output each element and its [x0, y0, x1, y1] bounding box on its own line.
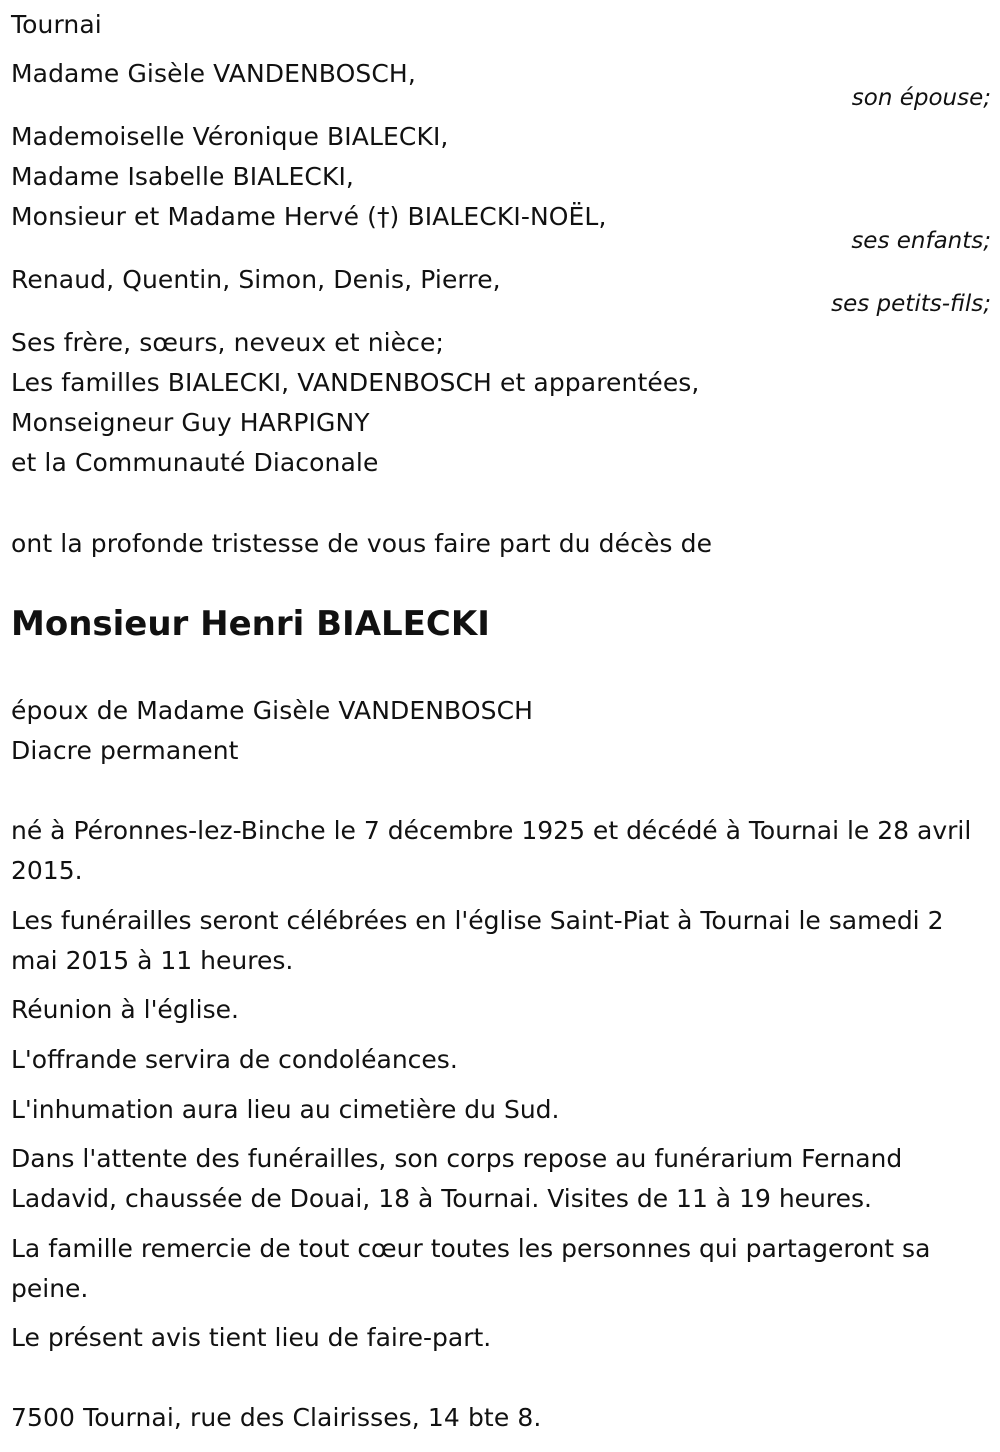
address-line: 7500 Tournai, rue des Clairisses, 14 bte 8. [11, 1403, 542, 1432]
other-relatives-line-4: et la Communauté Diaconale [11, 448, 379, 477]
spouse-name: Madame Gisèle VANDENBOSCH, [11, 59, 416, 88]
spouse-role: son épouse; [851, 85, 991, 111]
grandchildren-role: ses petits-fils; [831, 291, 991, 317]
notice-paragraph: Le présent avis tient lieu de faire-part. [11, 1323, 492, 1352]
other-relatives-line-3: Monseigneur Guy HARPIGNY [11, 408, 370, 437]
burial-paragraph: L'inhumation aura lieu au cimetière du Sud. [11, 1095, 560, 1124]
funerarium-paragraph: Dans l'attente des funérailles, son corps repose au funérarium Fernand Ladavid, chaussée de Douai, 18 à Tournai. Visites de 11 à 19 heures. [11, 1144, 903, 1213]
child-name-3: Monsieur et Madame Hervé (†) BIALECKI-NOËL, [11, 202, 607, 231]
children-role: ses enfants; [851, 228, 991, 254]
child-name-1: Mademoiselle Véronique BIALECKI, [11, 122, 449, 151]
other-relatives-line-2: Les familles BIALECKI, VANDENBOSCH et apparentées, [11, 368, 700, 397]
offering-paragraph: L'offrande servira de condoléances. [11, 1045, 458, 1074]
other-relatives-line-1: Ses frère, sœurs, neveux et nièce; [11, 328, 445, 357]
announcement-text: ont la profonde tristesse de vous faire part du décès de [11, 529, 713, 558]
meeting-paragraph: Réunion à l'église. [11, 995, 239, 1024]
deceased-spouse-detail: époux de Madame Gisèle VANDENBOSCH [11, 696, 534, 725]
grandchildren-names: Renaud, Quentin, Simon, Denis, Pierre, [11, 265, 501, 294]
funeral-paragraph: Les funérailles seront célébrées en l'église Saint-Piat à Tournai le samedi 2 mai 2015 à 11 heures. [11, 906, 944, 975]
city-header: Tournai [11, 10, 102, 39]
child-name-2: Madame Isabelle BIALECKI, [11, 162, 354, 191]
birth-death-paragraph: né à Péronnes-lez-Binche le 7 décembre 1925 et décédé à Tournai le 28 avril 2015. [11, 816, 972, 885]
deceased-name: Monsieur Henri BIALECKI [11, 604, 490, 644]
deceased-title-detail: Diacre permanent [11, 736, 239, 765]
thanks-paragraph: La famille remercie de tout cœur toutes les personnes qui partageront sa peine. [11, 1234, 931, 1303]
